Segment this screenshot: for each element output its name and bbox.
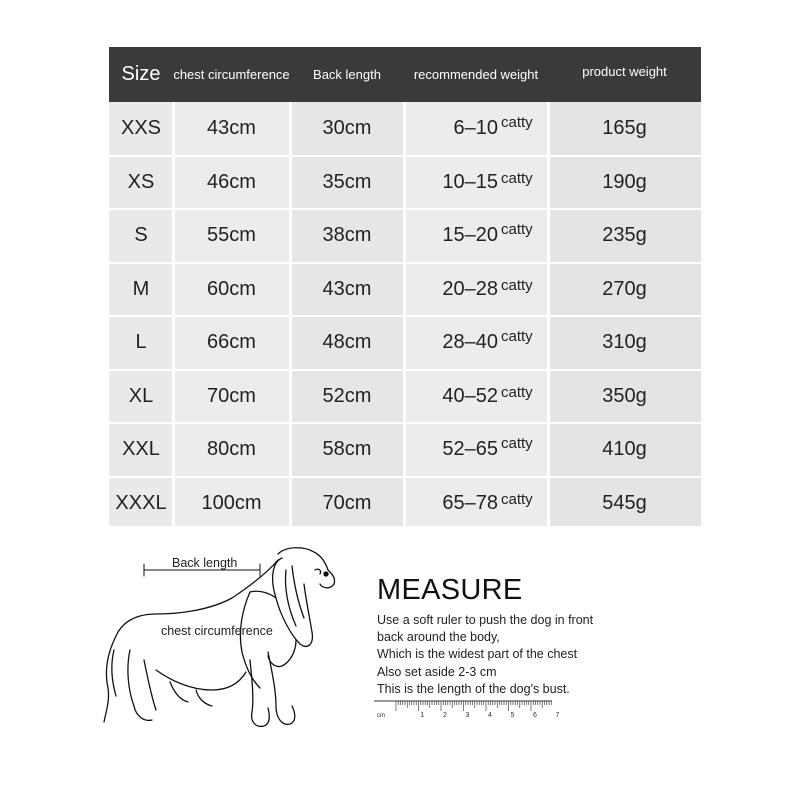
- cell-size: XXL: [122, 438, 160, 461]
- cell-product: 270g: [602, 277, 647, 300]
- cell-chest: 80cm: [207, 438, 256, 461]
- table-row: [109, 316, 701, 370]
- cell-chest: 60cm: [207, 277, 256, 300]
- cell-weight-unit: catty: [501, 221, 533, 238]
- measure-title: MEASURE: [377, 574, 523, 606]
- cell-size: XXS: [120, 117, 162, 140]
- table-header: [109, 47, 701, 102]
- ruler-number: 5: [510, 712, 515, 719]
- cell-back: 43cm: [322, 277, 372, 300]
- table-row: [109, 370, 701, 424]
- cell-weight-unit: catty: [501, 276, 533, 294]
- cell-weight-unit: catty: [501, 383, 533, 401]
- header-size: Size: [121, 63, 161, 85]
- cell-size: S: [134, 224, 148, 247]
- measure-instruction-line: This is the length of the dog's bust.: [377, 682, 570, 696]
- cell-size: XL: [128, 384, 154, 407]
- cell-product: 235g: [602, 224, 647, 247]
- table-row: [109, 477, 701, 531]
- measure-instruction-line: Which is the widest part of the chest: [377, 647, 578, 661]
- header-recommended: recommended weight: [413, 67, 539, 82]
- measure-instruction-line: Use a soft ruler to push the dog in front: [377, 613, 594, 627]
- ruler-graphic: [374, 700, 560, 722]
- cell-product: 310g: [602, 331, 647, 354]
- table-row: [109, 156, 701, 210]
- cell-back: 35cm: [322, 170, 372, 193]
- cell-weight-unit: catty: [501, 328, 533, 345]
- header-back: Back length: [313, 67, 381, 82]
- cell-back: 38cm: [322, 224, 372, 247]
- cell-back: 58cm: [322, 438, 372, 461]
- cell-weight-range: 6–10: [453, 117, 498, 140]
- header-product: product weight: [582, 64, 667, 79]
- cell-weight-range: 40–52: [442, 384, 498, 407]
- cell-back: 52cm: [322, 384, 372, 407]
- cell-weight-unit: catty: [501, 169, 533, 187]
- table-row: [109, 263, 701, 317]
- cell-chest: 43cm: [207, 117, 256, 140]
- cell-weight-range: 65–78: [442, 491, 498, 514]
- cell-product: 545g: [602, 491, 647, 514]
- cell-size: XS: [127, 170, 155, 193]
- cell-weight-range: 20–28: [442, 277, 498, 300]
- cell-weight-unit: catty: [501, 490, 533, 508]
- cell-product: 165g: [602, 117, 647, 140]
- cell-product: 410g: [602, 438, 647, 461]
- cell-weight-unit: catty: [501, 114, 533, 131]
- ruler-number: 3: [465, 712, 470, 719]
- table-row: [109, 102, 701, 156]
- ruler-number: 7: [555, 712, 560, 719]
- back-length-label: Back length: [172, 556, 238, 570]
- dog-outline-illustration: [100, 540, 350, 740]
- ruler-unit-label: cm: [377, 713, 385, 719]
- cell-chest: 70cm: [207, 384, 256, 407]
- table-row: [109, 209, 701, 263]
- cell-product: 190g: [602, 170, 647, 193]
- ruler-number: 4: [488, 712, 492, 719]
- cell-size: L: [135, 331, 147, 354]
- cell-weight-range: 28–40: [442, 331, 498, 354]
- cell-weight-range: 15–20: [442, 224, 498, 247]
- cell-chest: 46cm: [207, 170, 256, 193]
- cell-chest: 55cm: [207, 224, 256, 247]
- measure-instruction-line: Also set aside 2-3 cm: [377, 665, 497, 679]
- cell-chest: 100cm: [201, 491, 262, 514]
- cell-size: XXXL: [115, 491, 167, 514]
- ruler-number: 1: [420, 712, 425, 719]
- cell-chest: 66cm: [207, 331, 256, 354]
- ruler-number: 2: [443, 712, 447, 719]
- measure-instruction-line: back around the body,: [377, 630, 500, 644]
- chest-circumference-label: chest circumference: [161, 624, 273, 638]
- cell-weight-unit: catty: [501, 435, 533, 452]
- cell-back: 30cm: [322, 117, 372, 140]
- header-chest: chest circumference: [173, 67, 290, 82]
- cell-size: M: [132, 277, 150, 300]
- cell-weight-range: 10–15: [442, 170, 498, 193]
- cell-weight-range: 52–65: [442, 438, 498, 461]
- table-row: [109, 423, 701, 477]
- cell-product: 350g: [602, 384, 647, 407]
- cell-back: 48cm: [322, 331, 372, 354]
- cell-back: 70cm: [322, 491, 372, 514]
- ruler-number: 6: [533, 712, 537, 719]
- size-table: [109, 47, 701, 526]
